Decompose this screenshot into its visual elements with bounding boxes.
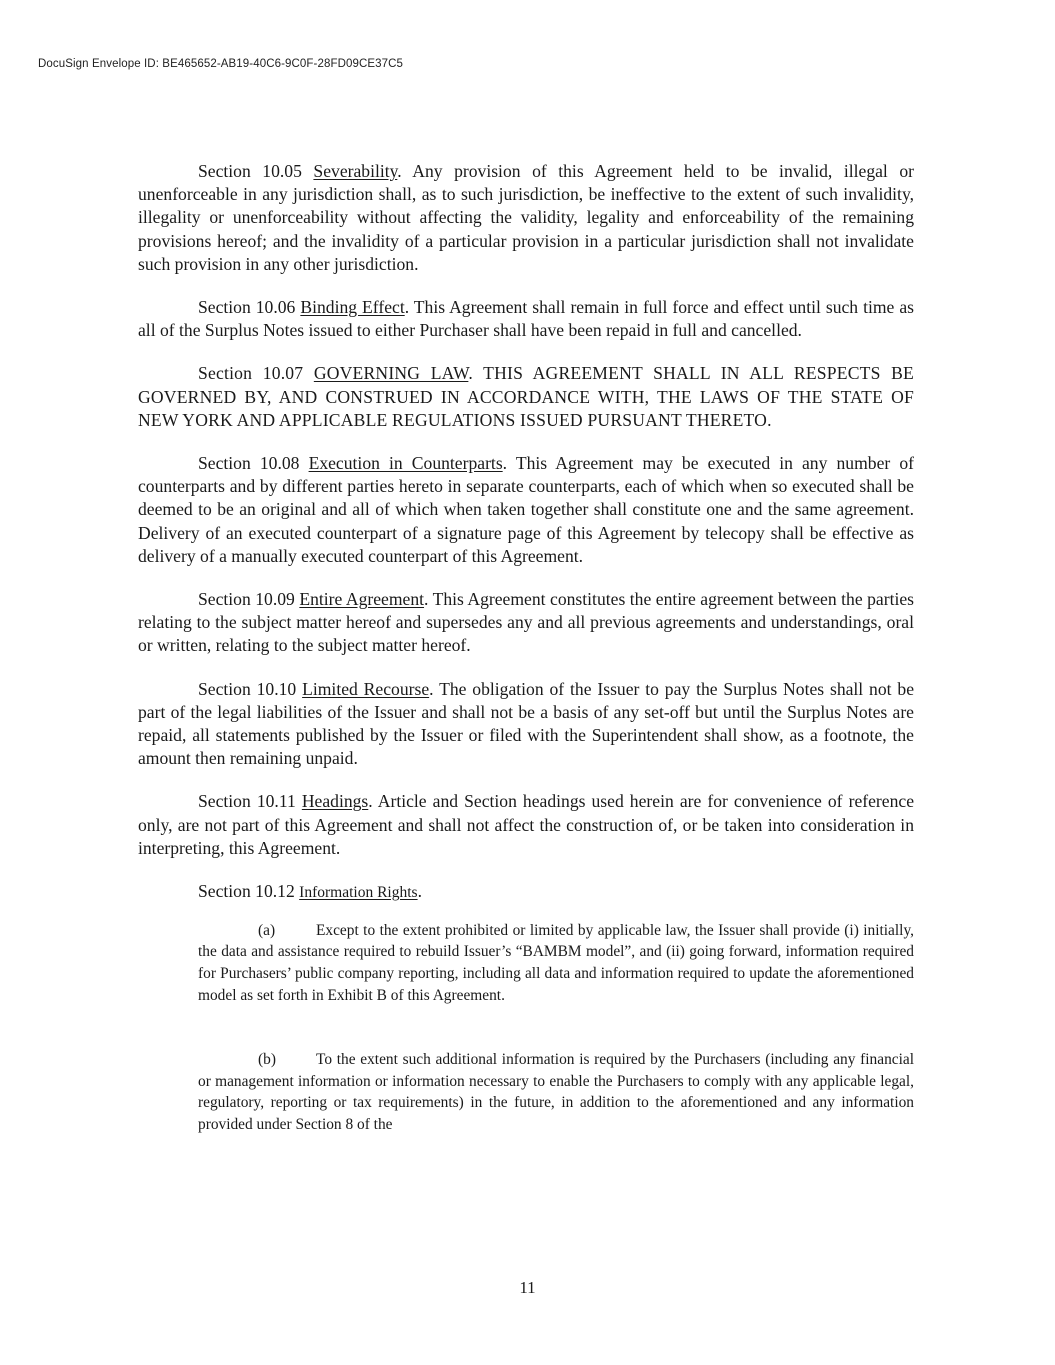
page-number: 11	[519, 1278, 536, 1297]
section-10-12-heading	[138, 880, 914, 904]
section-10-07	[138, 362, 914, 432]
section-body: . This Agreement constitutes the entire agreement between the parties relating to the subject matter hereof and supersedes any and all previous agreements and understandings, oral or written, relating to the subject matter hereof.	[138, 589, 915, 656]
section-10-10	[138, 678, 914, 771]
section-number: Section 10.06	[198, 297, 296, 318]
subsection-marker: (a)	[258, 921, 276, 939]
section-body: . This Agreement may be executed in any number of counterparts and by different parties hereto in separate counterparts, each of which when so executed shall be deemed to be an original and all of which when taken together shall constitute one and the same agreement. Delivery of an executed counterpart of a signature page of this Agreement by telecopy shall be effective as delivery of a manually executed counterpart of this Agreement.	[138, 453, 914, 566]
section-10-08	[138, 452, 914, 568]
section-title: Information Rights	[299, 884, 418, 902]
section-trailing-period: .	[417, 881, 422, 902]
subsection-a	[198, 920, 914, 1007]
section-number: Section 10.09	[198, 589, 295, 610]
section-title: Limited Recourse	[302, 678, 430, 699]
document-body	[138, 160, 914, 1151]
section-body: . Any provision of this Agreement held to be invalid, illegal or unenforceable in any jurisdiction shall, as to such jurisdiction, be ineffective to the extent of such invalidity, illegality or unenforceability without affecting the validity, legality and enforceability of the remaining provisions hereof; and the invalidity of a particular provision in a particular jurisdiction shall not invalidate such provision in any other jurisdiction.	[138, 161, 914, 274]
section-title: Entire Agreement	[299, 589, 425, 610]
section-title: Execution in Counterparts	[308, 453, 503, 474]
section-10-11	[138, 790, 914, 860]
section-number: Section 10.12	[198, 881, 295, 902]
section-title: Headings	[301, 791, 369, 812]
docusign-envelope-id: DocuSign Envelope ID: BE465652-AB19-40C6-9C0F-28FD09CE37C5	[38, 58, 404, 70]
section-10-05	[138, 160, 914, 276]
section-number: Section 10.11	[198, 791, 296, 812]
subsection-b	[198, 1049, 914, 1136]
section-body: . THIS AGREEMENT SHALL IN ALL RESPECTS BE GOVERNED BY, AND CONSTRUED IN ACCORDANCE WITH, THE LAWS OF THE STATE OF NEW YORK AND APPLICABLE REGULATIONS ISSUED PURSUANT THERETO.	[138, 363, 914, 430]
section-number: Section 10.10	[198, 678, 297, 699]
section-title: Severability	[313, 161, 398, 181]
subsection-text: Except to the extent prohibited or limited by applicable law, the Issuer shall provide (i) initially, the data and assistance required to rebuild Issuer’s “BAMBM model”, and (ii) going forward, information required for Purchasers’ public company reporting, including all data and information required to update the aforementioned model as set forth in Exhibit B of this Agreement.	[198, 921, 914, 1005]
section-number: Section 10.08	[198, 453, 300, 474]
section-body: . This Agreement shall remain in full force and effect until such time as all of the Surplus Notes issued to either Purchaser shall have been repaid in full and cancelled.	[138, 297, 914, 341]
subsection-text: To the extent such additional information is required by the Purchasers (including any financial or management information or information necessary to enable the Purchasers to comply with any applicable legal, regulatory, reporting or tax requirements) in the future, in addition to the aforementioned and any information provided under Section 8 of the	[198, 1050, 914, 1134]
section-10-09	[138, 588, 914, 658]
section-body: . Article and Section headings used herein are for convenience of reference only, are not part of this Agreement and shall not affect the construction of, or be taken into consideration in interpreting, this Agreement.	[138, 791, 914, 858]
section-title: GOVERNING LAW	[313, 363, 469, 384]
section-10-06	[138, 296, 914, 342]
section-number: Section 10.07	[198, 363, 304, 384]
section-body: . The obligation of the Issuer to pay the Surplus Notes shall not be part of the legal liabilities of the Issuer and shall not be a basis of any set-off but until the Surplus Notes are repaid, all statements published by the Issuer or filed with the Superintendent shall show, as a footnote, the amount then remaining unpaid.	[138, 678, 915, 769]
subsection-marker: (b)	[258, 1050, 276, 1068]
section-number: Section 10.05	[198, 161, 302, 181]
section-title: Binding Effect	[300, 297, 405, 318]
